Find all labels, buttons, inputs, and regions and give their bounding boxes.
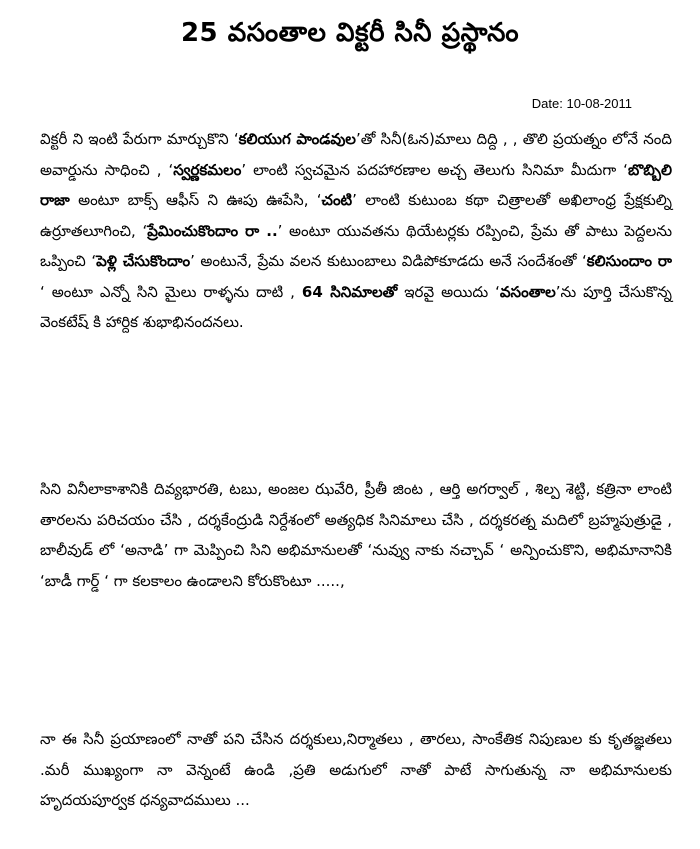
film-title-swarnakamalam: స్వర్ణకమలం: [173, 160, 242, 179]
film-title-preminchukundam-raa: ప్రేమించుకొందాం రా ..: [147, 221, 278, 240]
film-title-pelli-chesukundam: పెళ్లి చేసుకొందాం: [96, 252, 191, 270]
text-span: ’ లాంటి కుటుంబ కథా చిత్రాలతో అఖిలాంధ్ర ప్రేక్షకుల్ని ఉర్రూతలూగించి, ‘: [40, 191, 672, 240]
text-span: ఇరవై అయిదు ‘: [397, 282, 500, 301]
paragraph-2: సిని వినీలాకాశానికి దివ్యభారతి, టబు, అంజల ఝవేరి, ప్రీతీ జింట , ఆర్తి అగర్వాల్ , శిల్ప శెట్టి, కత్రినా లాంటి తారలను పరిచయం చేసి , దర్శకేంద్రుడి నిర్దేశంలో అత్యధిక సినిమాలు చేసి , దర్శకరత్న మదిలో బ్రహ్మపుత్రుడై , బాలీవుడ్ లో ‘అనాడి’ గా మెప్పించి సిని అభిమానులతో ‘నువ్వు నాకు నచ్చావ్ ‘ అన్పించుకొని, అభిమానానికి ‘బాడీ గార్డ్ ‘ గా కలకాలం ఉండాలని కోరుకొంటూ .....,: [40, 480, 672, 590]
film-title-chanti: చంటి: [321, 191, 353, 209]
paragraph-3: నా ఈ సినీ ప్రయాణంలో నాతో పని చేసిన దర్శకులు,నిర్మాతలు , తారలు, సాంకేతిక నిపుణుల కు కృతజ్ఞతలు .మరీ ముఖ్యంగా నా వెన్నంటే ఉండి ,ప్రతి అడుగులో నాతో పాటే సాగుతున్న నా అభిమానులకు హృదయపూర్వక ధన్యవాదములు ...: [40, 730, 672, 809]
film-title-kalisundam-raa: కలిసుందాం రా: [586, 252, 672, 270]
film-count: 64 సినిమాలతో: [301, 282, 398, 301]
document-title: 25 వసంతాల విక్టరీ సినీ ప్రస్థానం: [180, 18, 520, 48]
film-title-bobbili-raja: బొబ్బిలి రాజా: [40, 160, 672, 209]
text-span: ’ను పూర్తి చేసుకొన్న వెంకటేష్ కి హార్దిక శుభాభినందనలు.: [40, 282, 672, 331]
film-title-kaliyuga-pandavulu: కలియుగ పాండవుల: [238, 130, 356, 148]
document-date: Date: 10-08-2011: [531, 96, 632, 111]
text-span: ’ లాంటి స్వచమైన పదహారణాల అచ్చ తెలుగు సినిమా మీదుగా ‘: [241, 160, 628, 179]
text-span: ’ అంటూ యువతను థియేటర్లకు రప్పించి, ప్రేమ తో పాటు పెద్దలను ఒప్పించి ‘: [40, 221, 673, 270]
vasanthala-highlight: వసంతాల: [499, 282, 556, 301]
text-span: అంటూ బాక్స్ ఆఫీస్ ని ఊపు ఊపేసి, ‘: [69, 191, 322, 209]
text-span: ‘ అంటూ ఎన్నో సిని మైలు రాళ్ళను దాటి ,: [40, 282, 302, 301]
text-span: ’తో సినీ(ఓన)మాలు దిద్ది , , తొలి ప్రయత్నం లోనే నంది అవార్డును సాధించి , ‘: [40, 130, 672, 179]
paragraph-1: [40, 124, 672, 338]
text-span: ’ అంటునే, ప్రేమ వలన కుటుంబాలు విడిపోకూడదు అనే సందేశంతో ‘: [190, 252, 587, 270]
text-span: విక్టరీ ని ఇంటి పేరుగా మార్చుకొని ‘: [40, 130, 239, 148]
